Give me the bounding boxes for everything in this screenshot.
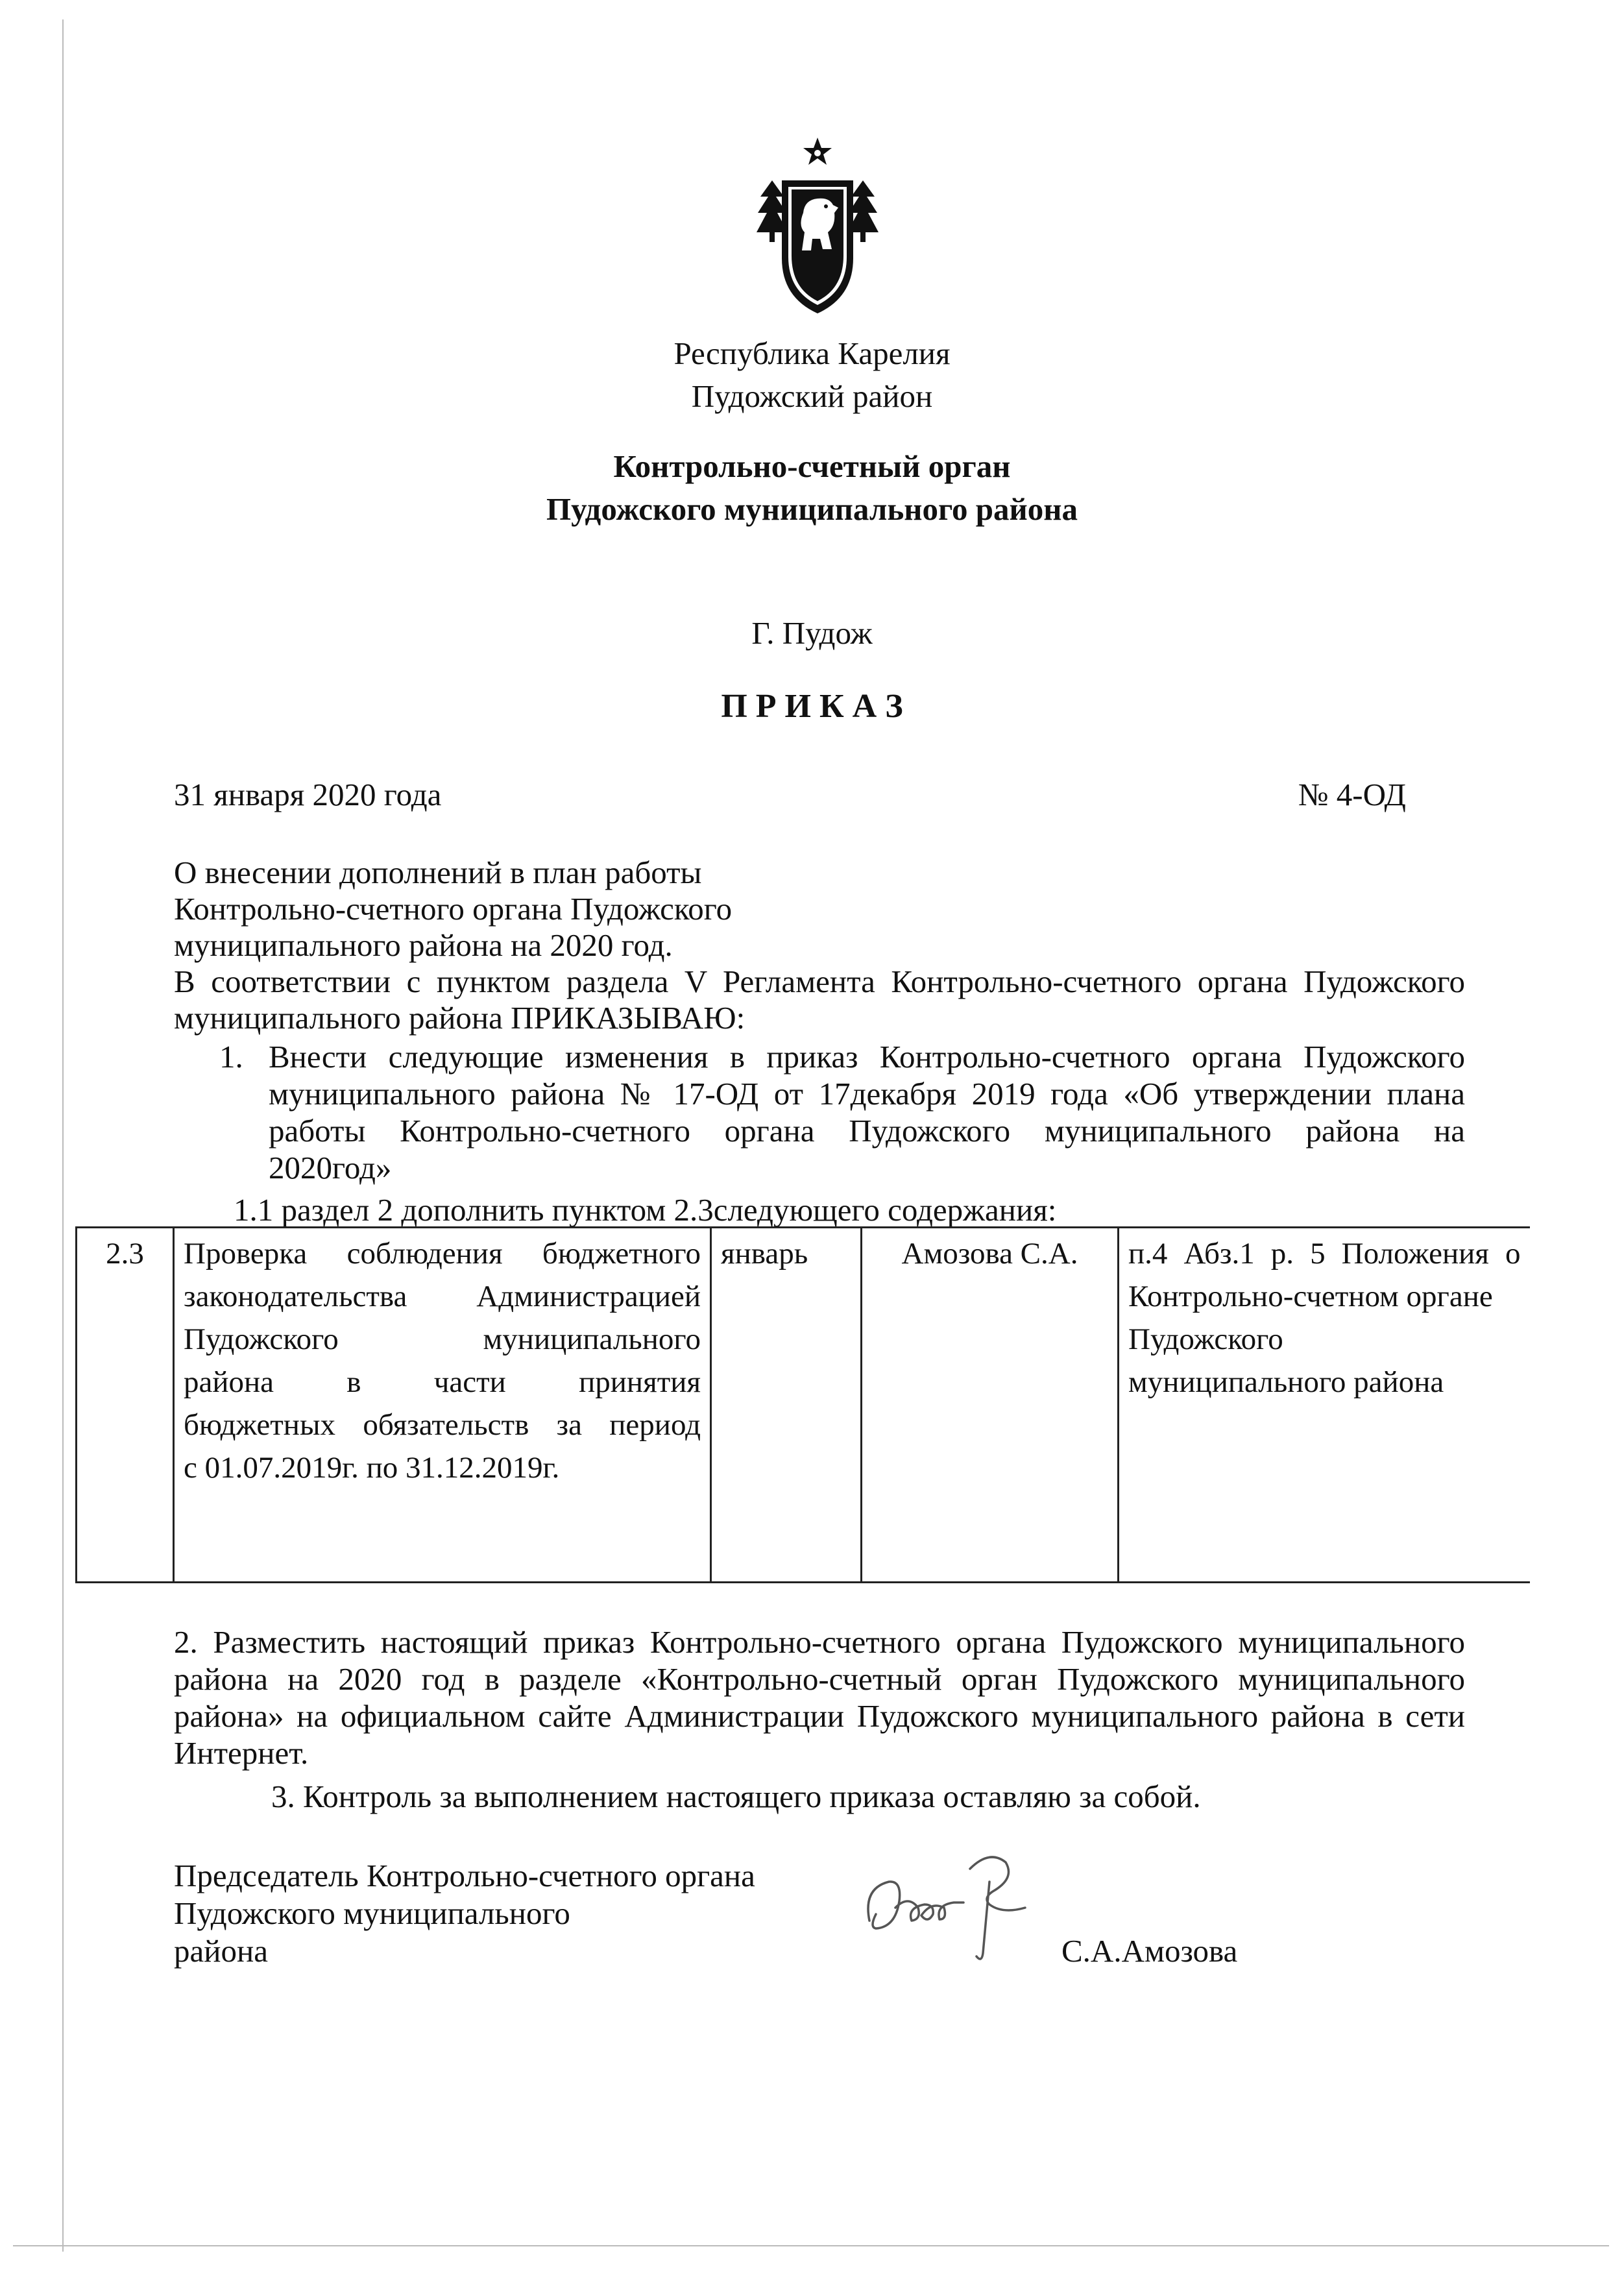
description-line: Пудожского муниципального	[184, 1322, 701, 1356]
description-line: законодательства Администрацией	[184, 1280, 701, 1313]
table-row	[77, 1228, 1530, 1583]
description-line: района в части принятия	[184, 1365, 701, 1399]
item1-line: 2020год»	[269, 1150, 392, 1186]
item3-text: 3. Контроль за выполнением настоящего приказа оставляю за собой.	[271, 1779, 1201, 1814]
subject-line: муниципального района на 2020 год.	[174, 927, 673, 963]
subitem-text: 1.1 раздел 2 дополнить пунктом 2.3следующего содержания:	[234, 1192, 1057, 1228]
item1-line: Внести следующие изменения в приказ Контрольно-счетного органа Пудожского	[269, 1039, 1465, 1075]
city-name: Г. Пудож	[751, 615, 873, 651]
item2-line: района на 2020 год в разделе «Контрольно-счетный орган Пудожского муниципального	[174, 1661, 1465, 1697]
org-name-line2: Пудожского муниципального района	[546, 491, 1078, 527]
table-cell-basis	[1119, 1228, 1530, 1583]
signer-name: С.А.Амозова	[1061, 1933, 1238, 1969]
item-number: 1.	[219, 1039, 243, 1075]
table-cell-number	[77, 1228, 174, 1583]
item1-line: муниципального района № 17-ОД от 17декабря 2019 года «Об утверждении плана	[269, 1076, 1465, 1112]
period-value: январь	[721, 1237, 808, 1271]
signer-position-line: Председатель Контрольно-счетного органа	[174, 1858, 755, 1893]
republic-name: Республика Карелия	[673, 335, 951, 371]
document-date: 31 января 2020 года	[174, 777, 442, 812]
preamble-line: В соответствии с пунктом раздела V Регламента Контрольно-счетного органа Пудожского	[174, 964, 1465, 999]
item2-line: 2. Разместить настоящий приказ Контрольно-счетного органа Пудожского муниципального	[174, 1624, 1465, 1660]
basis-line: муниципального района	[1128, 1365, 1444, 1399]
item2-line: Интернет.	[174, 1735, 309, 1771]
basis-line: Контрольно-счетном органе	[1128, 1280, 1493, 1313]
preamble-line: муниципального района ПРИКАЗЫВАЮ:	[174, 1000, 745, 1036]
table-cell-description	[174, 1228, 711, 1583]
basis-line: Пудожского	[1128, 1322, 1283, 1356]
scan-edge-bottom	[13, 2245, 1609, 2246]
table-cell-responsible	[862, 1228, 1119, 1583]
description-line: Проверка соблюдения бюджетного	[184, 1237, 701, 1271]
signer-position-line: района	[174, 1933, 268, 1969]
item2-line: района» на официальном сайте Администрации Пудожского муниципального района в сети	[174, 1698, 1465, 1734]
document-type-title: П Р И К А З	[721, 688, 903, 725]
subject-line: О внесении дополнений в план работы	[174, 855, 702, 890]
district-name: Пудожский район	[691, 378, 933, 414]
document-number: № 4-ОД	[1298, 777, 1406, 812]
scan-edge-left	[62, 19, 64, 2252]
plan-table	[75, 1226, 1530, 1583]
subject-line: Контрольно-счетного органа Пудожского	[174, 891, 733, 927]
table-cell-period	[711, 1228, 862, 1583]
item-code: 2.3	[106, 1237, 144, 1271]
karelia-coat-of-arms-icon	[753, 135, 882, 320]
item1-line: работы Контрольно-счетного органа Пудожского муниципального района на	[269, 1113, 1465, 1149]
basis-line: п.4 Абз.1 р. 5 Положения о	[1128, 1237, 1521, 1271]
responsible-value: Амозова С.А.	[901, 1237, 1078, 1271]
handwritten-signature	[856, 1843, 1051, 1966]
org-name-line1: Контрольно-счетный орган	[613, 448, 1011, 484]
description-line: бюджетных обязательств за период	[184, 1408, 701, 1442]
signer-position-line: Пудожского муниципального	[174, 1895, 570, 1931]
description-line: с 01.07.2019г. по 31.12.2019г.	[184, 1451, 560, 1485]
